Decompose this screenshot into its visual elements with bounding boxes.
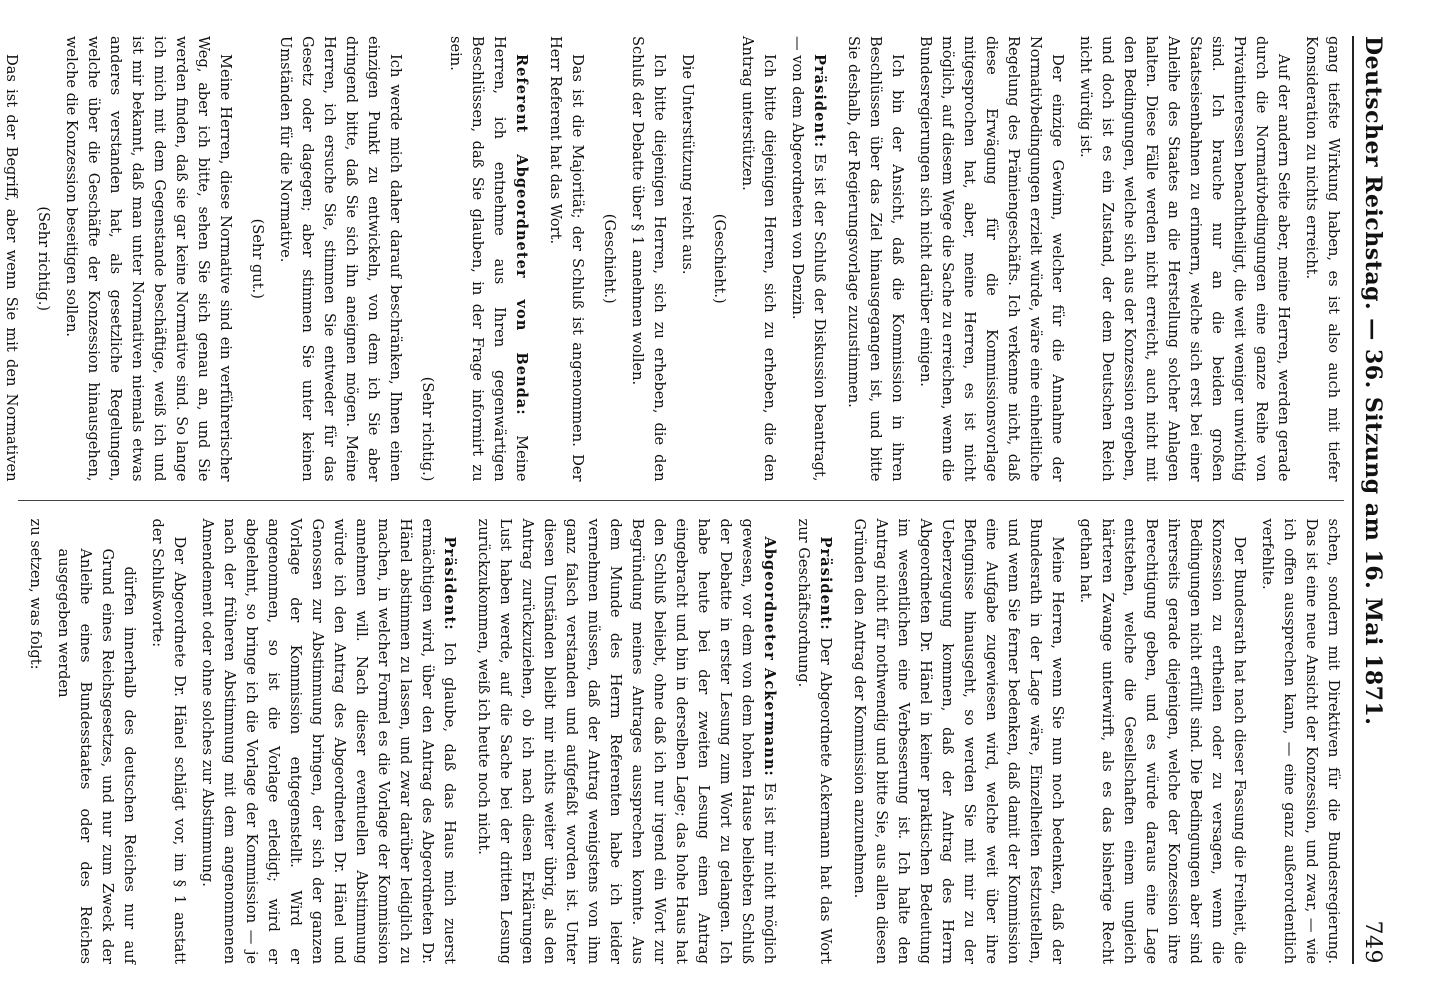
speech-text: Es ist mir nicht möglich gewesen, vor dem von dem hohen Hause beliebten Schluß der Debatte in erster Lesung zum Wort zu gelangen. Ich habe heute bei der zweiten Lesung einen Antrag eingebracht und bin in derselben Lage; das hohe Haus hat den Schluß beliebt, ohne daß ich nur irgend ein Wort zur Begründung meines Antrages aussprechen konnte. Aus dem Munde des Herrn Referenten habe ich leider vernehmen müssen, daß der Antrag wenigstens von ihm ganz falsch verstanden und aufgefaßt worden ist. Unter diesen Umständen bleibt mir nichts weiter übrig, als den Antrag zurückzuziehen, ob ich nach diesen Erklärungen Lust haben werde, auf die Sache bei der dritten Lesung zurückzukommen, weiß ich heute noch nicht. — [475, 518, 778, 964]
paragraph: Auf der andern Seite aber, meine Herren, werden gerade durch die Normativbedingungen eine ganze Reihe von Privatinteressen benachtheiligt, die weit weniger unwichtig sind. Ich brauche nur an die beiden großen Staatseisenbahnen zu erinnern, welche sich erst bei einer Anleihe des Staates an die Herstellung solcher Anlagen halten. Diese Fälle werden nicht erreicht, auch nicht mit den Bedingungen, welche sich aus der Konzession ergeben, und doch ist es ein Zustand, der dem Deutschen Reich nicht würdig ist. — [1077, 36, 1292, 482]
speech-paragraph — [786, 36, 830, 482]
paragraph: Das ist der Begriff, aber wenn Sie mit den Normativen — [3, 54, 20, 482]
column-divider — [18, 500, 1344, 501]
paragraph: zu setzen, was folgt: — [27, 518, 44, 670]
paragraph: Das ist die Majorität; der Schluß ist angenommen. Der Herr Referent hat das Wort. — [547, 36, 586, 482]
reaction: (Sehr richtig.) — [419, 376, 436, 482]
speaker-name: Präsident: — [811, 54, 828, 149]
speaker-name: Referent Abgeordneter von Benda: — [513, 54, 530, 416]
paragraph: schen, sondern mit Direktiven für die Bundesregierung. Das ist eine neue Ansicht der Konzession, und zwar, — wie ich offen aussprechen kann, — eine ganz außerordentlich verfehlte. — [1259, 518, 1342, 964]
speech-paragraph — [792, 519, 836, 965]
paragraph: Meine Herren, diese Normative sind ein verführerischer Weg, aber ich bitte, sehen Sie sich genau an, und Sie werden finden, daß sie gar keine Normative sind. So lange ich mich mit dem Gegenstande beschäftige, weiß ich und ist mir bekannt, daß man unter Normativen niemals etwas anderes verstanden hat, als gesetzliche Regelungen, welche über die Geschäfte der Konzession hinausgehen, welche die Konzession beseitigen sollen. — [63, 36, 234, 482]
paragraph: Der einzige Gewinn, welcher für die Annahme der Normativbedingungen erzielt würde, wäre eine einheitliche Regelung des Prämiengeschäfts. Ich verkenne nicht, daß diese Erwägung für die Kommissionsvorlage mitgesprochen hat, aber, meine Herren, es ist nicht möglich, auf diesem Wege die Sache zu erreichen, wenn die Bundesregierungen sich nicht darüber einigen. — [917, 36, 1066, 482]
left-column — [3, 36, 1344, 482]
paragraph: Ich werde mich daher darauf beschränken, Ihnen einen einzigen Punkt zu entwickeln, von dem ich Sie aber dringend bitte, daß Sie sich ihn aneignen mögen. Meine Herren, ich ersuche Sie, stimmen Sie entweder für das Gesetz oder dagegen; aber stimmen Sie unter keinen Umständen für die Normative. — [277, 36, 404, 482]
speech-paragraph — [472, 519, 780, 965]
paragraph: Ich bitte diejenigen Herren, sich zu erheben, die den Antrag unterstützen. — [739, 36, 778, 482]
speech-text: Der Abgeordnete Ackermann hat das Wort zur Geschäftsordnung. — [795, 518, 834, 964]
speaker-name: Abgeordneter Ackermann: — [761, 536, 778, 777]
speech-text: Meine Herren, ich entnehme aus Ihren gegenwärtigen Beschlüssen, daß Sie glauben, in der Frage informirt zu sein. — [447, 36, 530, 482]
quoted-text: dürfen innerhalb des deutschen Reiches nur auf Grund eines Reichsgesetzes, und nur zum Zweck der Anleihe eines Bundesstaates oder des Reiches ausgegeben werden — [55, 548, 138, 964]
reaction: (Sehr gut.) — [249, 218, 266, 299]
paragraph: Ich bin der Ansicht, daß die Kommission in ihren Beschlüssen über das Ziel hinausgegangen ist, und bitte Sie deshalb, der Regierungsvorlage zuzustimmen. — [845, 36, 906, 482]
paragraph: Meine Herren, wenn Sie nun noch bedenken, daß der Bundesrath in der Lage wäre, Einzelheiten festzustellen, und wenn Sie ferner bedenken, daß damit der Kommission eine Aufgabe zugewiesen wird, welche weit über ihre Befugnisse hinausgeht, so werden Sie mit mir zu der Ueberzeugung kommen, daß der Antrag des Herrn Abgeordneten Dr. Hänel in keiner praktischen Bedeutung im wesentlichen eine Verbesserung ist. Ich halte den Antrag nicht für nothwendig und bitte Sie, aus allen diesen Gründen den Antrag der Kommission anzunehmen. — [851, 518, 1066, 964]
paragraph: Die Unterstützung reicht aus. — [679, 54, 696, 275]
reaction: (Geschieht.) — [601, 213, 618, 304]
speaker-name: Präsident: — [817, 536, 834, 631]
page-header — [1352, 36, 1392, 964]
running-title: Deutscher Reichstag. — 36. Sitzung am 16. Mai 1871. — [1360, 36, 1386, 726]
speech-text: Es ist der Schluß der Diskussion beantragt, — von dem Abgeordneten von Denzin. — [789, 36, 828, 482]
reaction: (Geschieht.) — [711, 213, 728, 304]
paragraph: Ich bitte diejenigen Herren, sich zu erheben, die den Schluß der Debatte über § 1 annehmen wollen. — [629, 36, 668, 482]
speech-text: Ich glaube, daß das Haus mich zuerst ermächtigen wird, über den Antrag des Abgeordneten Dr. Hänel abstimmen zu lassen, und zwar darüber lediglich zu machen, in welcher Formel es die Vorlage der Kommission annehmen will. Nach dieser eventuellen Abstimmung würde ich den Antrag des Abgeordneten Dr. Hänel und Genossen zur Abstimmung bringen, der sich der ganzen Vorlage der Kommission entgegenstellt. Wird er angenommen, so ist die Vorlage erledigt; wird er abgelehnt, so bringe ich die Vorlage der Kommission — je nach der früheren Abstimmung mit dem angenommenen Amendement oder ohne solches zur Abstimmung. — [199, 518, 458, 965]
right-column — [18, 519, 1344, 965]
paragraph: Der Abgeordnete Dr. Hänel schlägt vor, im § 1 anstatt der Schlußworte: — [149, 518, 188, 964]
page-number: 749 — [1360, 920, 1386, 964]
paragraph: gang tiefste Wirkung haben, es ist also auch mit tiefer Konsideration zu nichts erreicht. — [1303, 36, 1342, 482]
speech-paragraph — [196, 519, 460, 965]
paragraph: Der Bundesrath hat nach dieser Fassung die Freiheit, die Konzession zu ertheilen oder zu versagen, wenn die Bedingungen nicht erfüllt sind. Die Bedingungen aber sind ihrerseits gerade diejenigen, welche der Konzession ihre Berechtigung geben, und es würde daraus eine Lage entstehen, welche die Gesellschaften einem ungleich härteren Zwange unterwirft, als es das bisherige Recht gethan hat. — [1077, 518, 1248, 964]
speaker-name: Präsident: — [441, 536, 458, 631]
speech-paragraph — [444, 36, 532, 482]
reaction: (Sehr richtig.) — [35, 206, 52, 312]
text-columns — [3, 36, 1344, 965]
